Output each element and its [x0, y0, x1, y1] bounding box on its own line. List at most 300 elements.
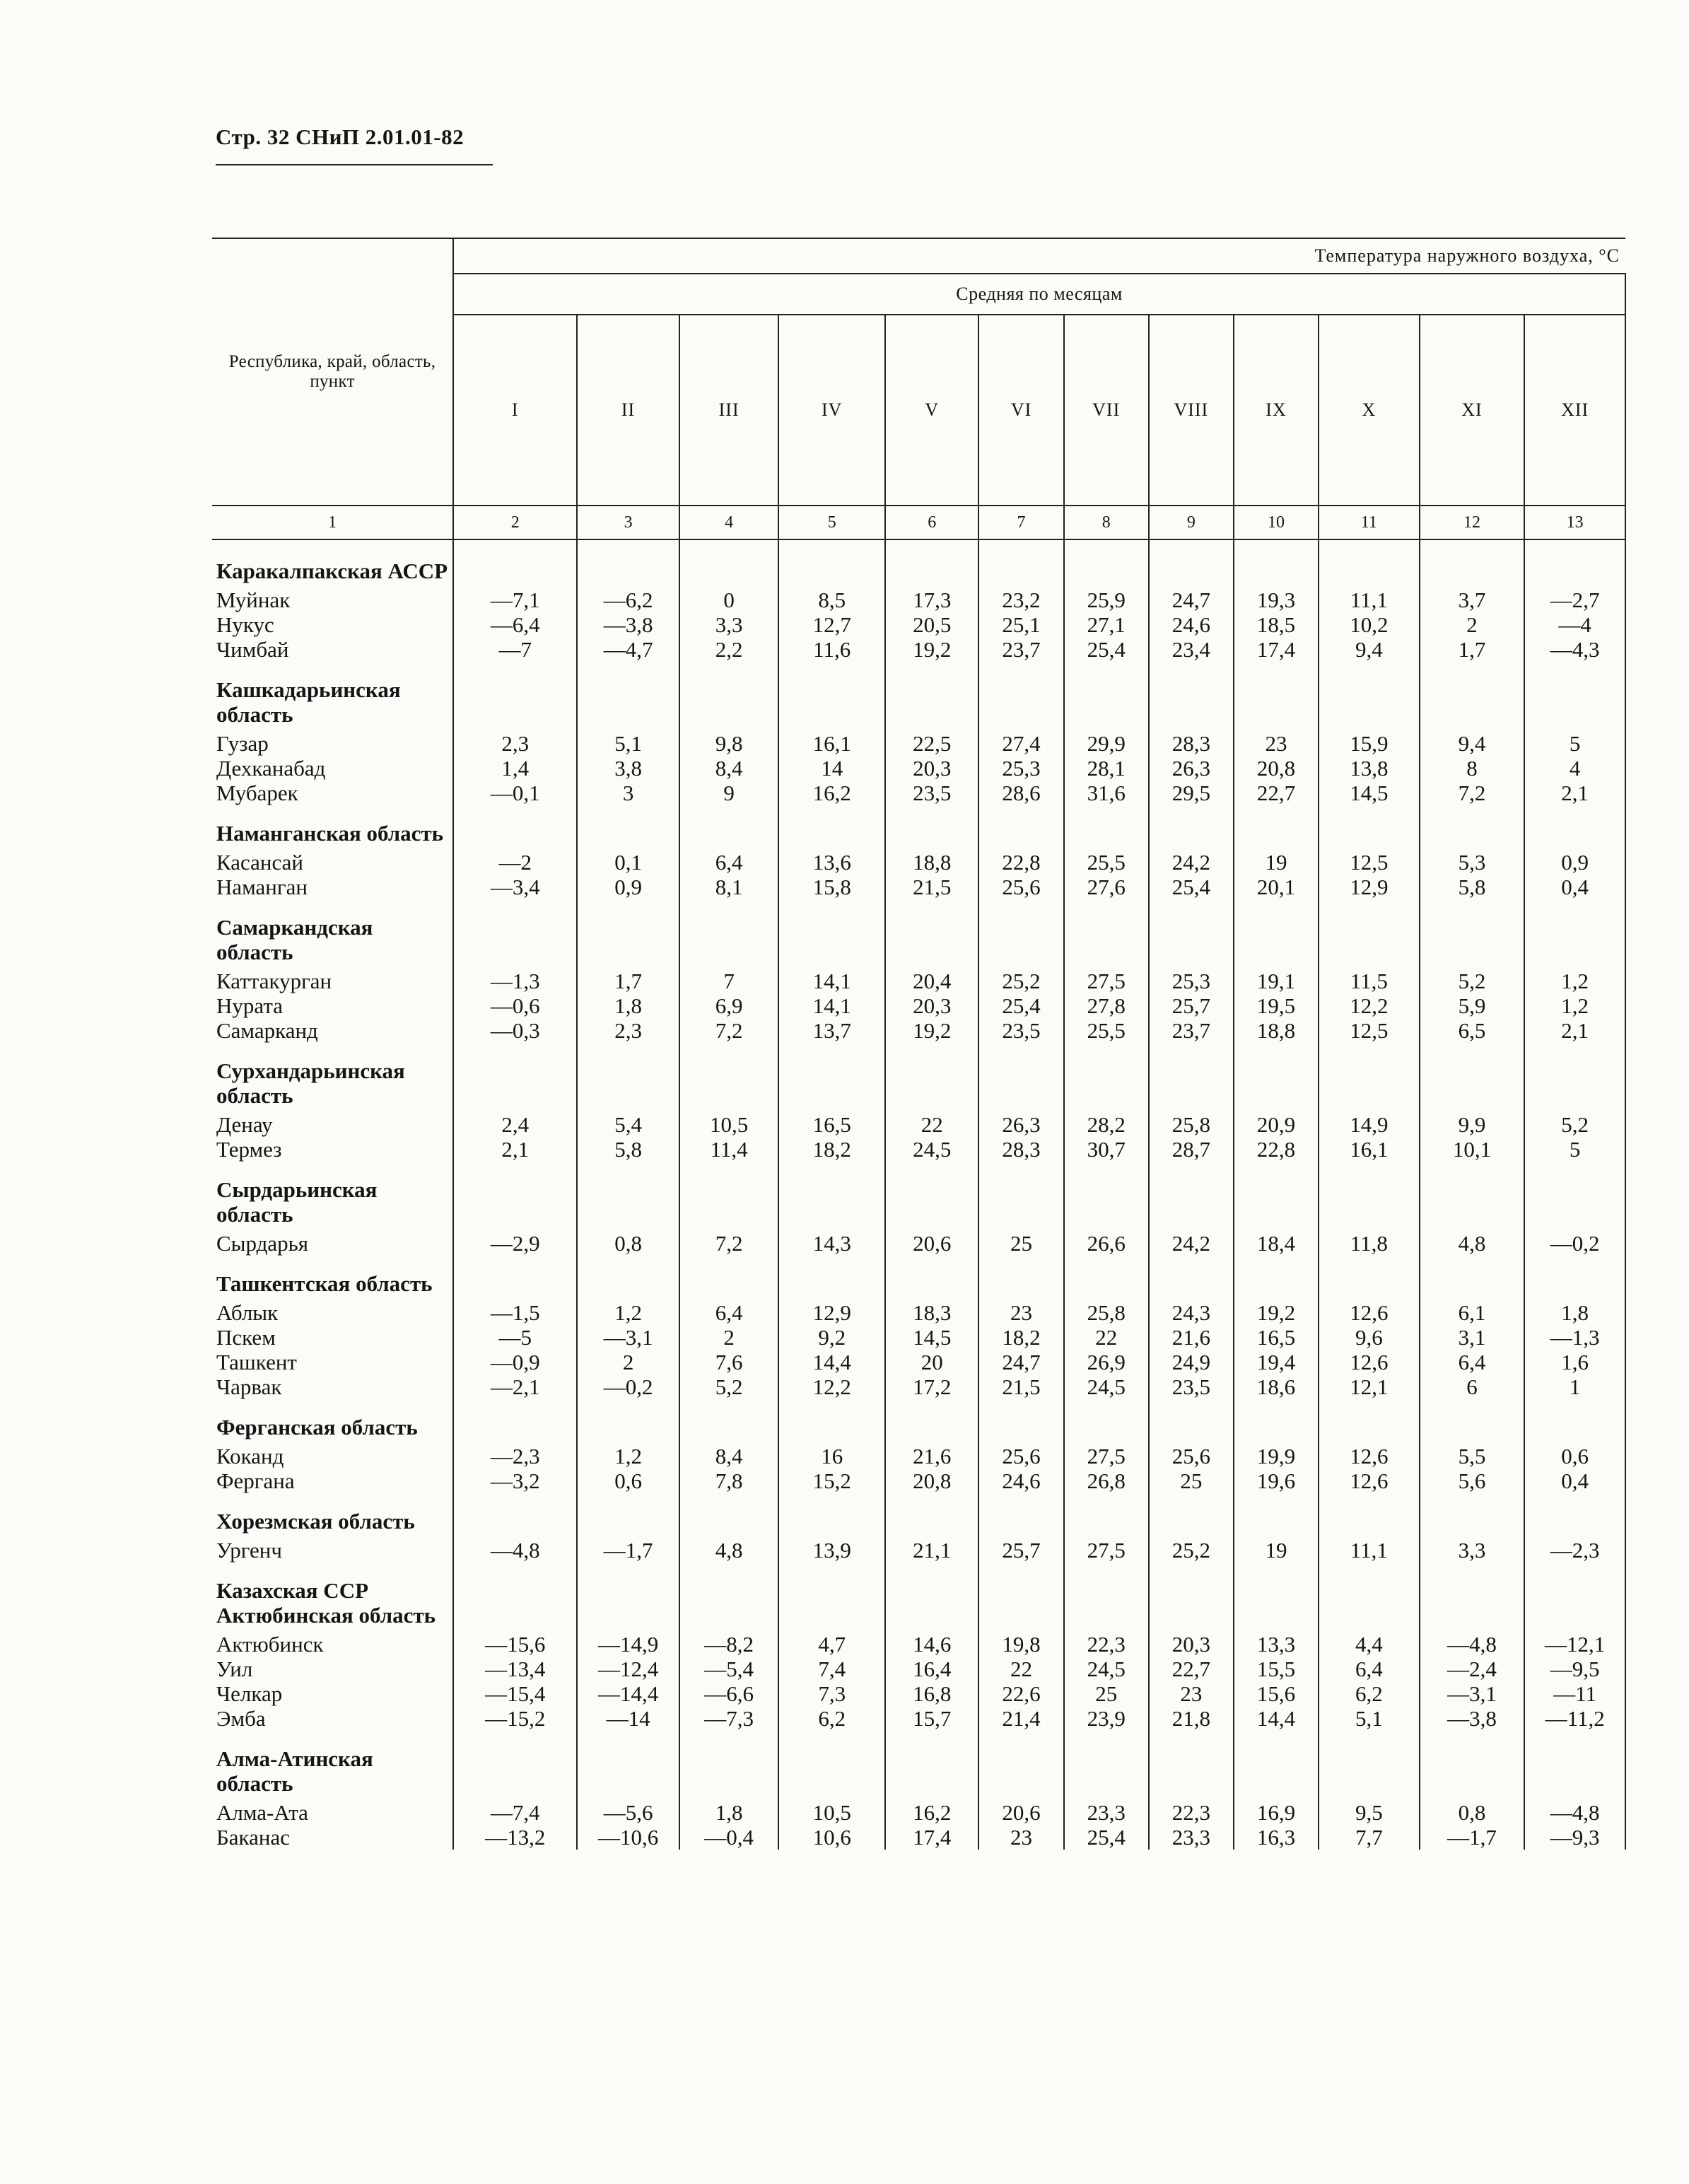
place-name: Термез [212, 1137, 453, 1162]
region-row [212, 1162, 1625, 1231]
temperature-value: 17,2 [885, 1374, 978, 1399]
temperature-value: —1,5 [453, 1300, 577, 1325]
blank-cell [1064, 1563, 1149, 1632]
temperature-value: —5,6 [577, 1800, 679, 1825]
temperature-value: 1,2 [577, 1300, 679, 1325]
blank-cell [679, 1493, 779, 1538]
blank-cell [978, 1399, 1063, 1444]
temperature-value: 5,2 [679, 1374, 779, 1399]
temperature-value: 18,2 [978, 1325, 1063, 1350]
temperature-value: 11,1 [1319, 1538, 1420, 1563]
temperature-value: 1,6 [1524, 1350, 1625, 1374]
temperature-value: 28,1 [1064, 756, 1149, 781]
temperature-value: —7,1 [453, 588, 577, 612]
blank-cell [778, 1399, 885, 1444]
column-number: 13 [1524, 506, 1625, 539]
temperature-value: 16,5 [1234, 1325, 1319, 1350]
temperature-value: —2,3 [453, 1444, 577, 1468]
column-number: 5 [778, 506, 885, 539]
column-number: 6 [885, 506, 978, 539]
place-name: Нурата [212, 993, 453, 1018]
temperature-value: 13,6 [778, 850, 885, 875]
temperature-value: 21,4 [978, 1706, 1063, 1731]
temperature-value: 27,5 [1064, 1444, 1149, 1468]
blank-cell [978, 1731, 1063, 1800]
temperature-value: 23,2 [978, 588, 1063, 612]
blank-cell [1234, 1563, 1319, 1632]
temperature-value: 7,7 [1319, 1825, 1420, 1850]
month-header: VII [1064, 315, 1149, 506]
temperature-value: 14,1 [778, 993, 885, 1018]
temperature-value: 19,6 [1234, 1468, 1319, 1493]
temperature-value: 27,5 [1064, 1538, 1149, 1563]
temperature-value: —10,6 [577, 1825, 679, 1850]
temperature-value: —0,9 [453, 1350, 577, 1374]
region-row [212, 1731, 1625, 1800]
month-header: VIII [1149, 315, 1234, 506]
blank-cell [577, 1731, 679, 1800]
temperature-value: —13,2 [453, 1825, 577, 1850]
temperature-value: 23,7 [978, 637, 1063, 662]
temperature-value: 30,7 [1064, 1137, 1149, 1162]
column-number: 12 [1420, 506, 1525, 539]
temperature-value: 26,6 [1064, 1231, 1149, 1256]
blank-cell [885, 1162, 978, 1231]
temperature-value: —0,3 [453, 1018, 577, 1043]
temperature-value: —15,4 [453, 1681, 577, 1706]
place-name: Муйнак [212, 588, 453, 612]
region-row [212, 1256, 1625, 1300]
blank-cell [679, 1563, 779, 1632]
temperature-value: —9,5 [1524, 1657, 1625, 1681]
temperature-value: 19,3 [1234, 588, 1319, 612]
blank-cell [1149, 1563, 1234, 1632]
blank-cell [885, 1563, 978, 1632]
temperature-value: 18,8 [885, 850, 978, 875]
temperature-value: 21,5 [885, 875, 978, 899]
temperature-value: 13,8 [1319, 756, 1420, 781]
temperature-value: —1,7 [1420, 1825, 1525, 1850]
blank-cell [679, 805, 779, 850]
temperature-value: 5,8 [577, 1137, 679, 1162]
temperature-value: 2 [577, 1350, 679, 1374]
blank-cell [1420, 662, 1525, 731]
blank-cell [1319, 539, 1420, 588]
temperature-value: 25,6 [978, 875, 1063, 899]
blank-cell [778, 662, 885, 731]
blank-cell [1420, 1563, 1525, 1632]
temperature-value: 2,2 [679, 637, 779, 662]
temperature-value: 22 [885, 1112, 978, 1137]
column-number: 3 [577, 506, 679, 539]
temperature-value: 12,9 [778, 1300, 885, 1325]
blank-cell [453, 1256, 577, 1300]
place-name: Ургенч [212, 1538, 453, 1563]
table-row [212, 875, 1625, 899]
region-name: Ферганская область [212, 1399, 453, 1444]
temperature-value: 19,5 [1234, 993, 1319, 1018]
temperature-value: 26,8 [1064, 1468, 1149, 1493]
table-row [212, 1444, 1625, 1468]
temperature-value: 24,3 [1149, 1300, 1234, 1325]
blank-cell [1319, 1493, 1420, 1538]
temperature-value: 13,3 [1234, 1632, 1319, 1657]
temperature-value: 26,9 [1064, 1350, 1149, 1374]
temperature-value: 15,7 [885, 1706, 978, 1731]
temperature-value: 4 [1524, 756, 1625, 781]
group-header: Температура наружного воздуха, °С [453, 238, 1625, 274]
blank-cell [1234, 1162, 1319, 1231]
temperature-value: —2,9 [453, 1231, 577, 1256]
temperature-value: 10,2 [1319, 612, 1420, 637]
temperature-value: 23,3 [1149, 1825, 1234, 1850]
place-name: Челкар [212, 1681, 453, 1706]
place-name: Чимбай [212, 637, 453, 662]
place-name: Чарвак [212, 1374, 453, 1399]
temperature-value: —1,3 [1524, 1325, 1625, 1350]
temperature-value: 0,8 [577, 1231, 679, 1256]
place-name: Гузар [212, 731, 453, 756]
blank-cell [577, 1162, 679, 1231]
temperature-value: 25,9 [1064, 588, 1149, 612]
temperature-value: —6,4 [453, 612, 577, 637]
temperature-value: 8,4 [679, 756, 779, 781]
blank-cell [1149, 1043, 1234, 1112]
temperature-value: 18,4 [1234, 1231, 1319, 1256]
blank-cell [1420, 805, 1525, 850]
temperature-value: —0,2 [577, 1374, 679, 1399]
region-row [212, 1493, 1625, 1538]
temperature-value: 25,4 [1064, 1825, 1149, 1850]
temperature-value: 10,5 [778, 1800, 885, 1825]
temperature-value: 5 [1524, 1137, 1625, 1162]
temperature-value: 6,9 [679, 993, 779, 1018]
table-row [212, 612, 1625, 637]
table-row [212, 1657, 1625, 1681]
temperature-value: 22,3 [1149, 1800, 1234, 1825]
table-row [212, 1300, 1625, 1325]
temperature-value: 23,4 [1149, 637, 1234, 662]
temperature-value: 12,5 [1319, 850, 1420, 875]
temperature-value: 28,3 [1149, 731, 1234, 756]
temperature-value: 6,4 [679, 850, 779, 875]
temperature-value: 9,8 [679, 731, 779, 756]
temperature-value: 22 [978, 1657, 1063, 1681]
blank-cell [778, 1493, 885, 1538]
temperature-value: 1,2 [577, 1444, 679, 1468]
blank-cell [577, 1399, 679, 1444]
temperature-value: 4,4 [1319, 1632, 1420, 1657]
temperature-value: 21,6 [885, 1444, 978, 1468]
temperature-value: —7,4 [453, 1800, 577, 1825]
temperature-value: 17,3 [885, 588, 978, 612]
blank-cell [885, 539, 978, 588]
temperature-value: 16,9 [1234, 1800, 1319, 1825]
blank-cell [1234, 1731, 1319, 1800]
temperature-value: —2,1 [453, 1374, 577, 1399]
temperature-value: —0,6 [453, 993, 577, 1018]
blank-cell [1420, 899, 1525, 969]
temperature-value: —8,2 [679, 1632, 779, 1657]
temperature-value: 16,1 [778, 731, 885, 756]
temperature-value: 20,5 [885, 612, 978, 637]
temperature-value: 1,4 [453, 756, 577, 781]
blank-cell [1064, 805, 1149, 850]
temperature-value: 5,9 [1420, 993, 1525, 1018]
place-name: Ташкент [212, 1350, 453, 1374]
temperature-value: 6,4 [679, 1300, 779, 1325]
place-name: Каттакурган [212, 969, 453, 993]
blank-cell [778, 1563, 885, 1632]
temperature-value: 19,2 [885, 637, 978, 662]
month-header: XII [1524, 315, 1625, 506]
temperature-value: 2,1 [1524, 1018, 1625, 1043]
blank-cell [1524, 899, 1625, 969]
place-name: Коканд [212, 1444, 453, 1468]
temperature-value: —9,3 [1524, 1825, 1625, 1850]
table-row [212, 1137, 1625, 1162]
temperature-value: —2 [453, 850, 577, 875]
month-header: XI [1420, 315, 1525, 506]
table-row [212, 1112, 1625, 1137]
temperature-value: 5,6 [1420, 1468, 1525, 1493]
blank-cell [679, 662, 779, 731]
region-name: Казахская ССР Актюбинская область [212, 1563, 453, 1632]
temperature-value: 16 [778, 1444, 885, 1468]
temperature-value: 22,8 [978, 850, 1063, 875]
blank-cell [453, 1162, 577, 1231]
blank-cell [1524, 1043, 1625, 1112]
blank-cell [1234, 805, 1319, 850]
temperature-value: 20,4 [885, 969, 978, 993]
climate-table [212, 238, 1626, 1850]
blank-cell [885, 1043, 978, 1112]
blank-cell [1149, 1493, 1234, 1538]
temperature-value: 9 [679, 781, 779, 805]
temperature-value: 23,5 [885, 781, 978, 805]
blank-cell [1149, 1162, 1234, 1231]
temperature-value: 18,3 [885, 1300, 978, 1325]
temperature-value: 20,3 [1149, 1632, 1234, 1657]
temperature-value: 16,2 [885, 1800, 978, 1825]
temperature-value: 27,4 [978, 731, 1063, 756]
temperature-value: 20,9 [1234, 1112, 1319, 1137]
temperature-value: 9,4 [1319, 637, 1420, 662]
temperature-value: 24,6 [1149, 612, 1234, 637]
blank-cell [978, 1493, 1063, 1538]
temperature-value: —6,2 [577, 588, 679, 612]
temperature-value: 25,3 [1149, 969, 1234, 993]
blank-cell [1234, 1256, 1319, 1300]
blank-cell [1524, 805, 1625, 850]
blank-cell [679, 899, 779, 969]
temperature-value: 8,1 [679, 875, 779, 899]
temperature-value: 4,8 [1420, 1231, 1525, 1256]
temperature-value: 22,8 [1234, 1137, 1319, 1162]
temperature-value: 2,1 [453, 1137, 577, 1162]
temperature-value: 15,9 [1319, 731, 1420, 756]
temperature-value: 16,3 [1234, 1825, 1319, 1850]
temperature-value: 25,5 [1064, 1018, 1149, 1043]
temperature-value: 12,6 [1319, 1468, 1420, 1493]
temperature-value: 22,5 [885, 731, 978, 756]
blank-cell [1524, 1493, 1625, 1538]
temperature-value: 24,7 [978, 1350, 1063, 1374]
temperature-value: 23,9 [1064, 1706, 1149, 1731]
temperature-value: 7,2 [679, 1018, 779, 1043]
table-row [212, 731, 1625, 756]
temperature-value: 21,1 [885, 1538, 978, 1563]
temperature-value: —3,4 [453, 875, 577, 899]
temperature-value: 3,3 [1420, 1538, 1525, 1563]
temperature-value: 28,3 [978, 1137, 1063, 1162]
temperature-value: 15,8 [778, 875, 885, 899]
temperature-value: 0,4 [1524, 875, 1625, 899]
temperature-value: 9,9 [1420, 1112, 1525, 1137]
month-header: III [679, 315, 779, 506]
temperature-value: 24,2 [1149, 850, 1234, 875]
temperature-value: 16,2 [778, 781, 885, 805]
blank-cell [1524, 1563, 1625, 1632]
temperature-value: 27,8 [1064, 993, 1149, 1018]
temperature-value: 3 [577, 781, 679, 805]
temperature-value: 20,6 [885, 1231, 978, 1256]
temperature-value: —12,4 [577, 1657, 679, 1681]
temperature-value: 2,1 [1524, 781, 1625, 805]
temperature-value: —14 [577, 1706, 679, 1731]
blank-cell [1149, 1399, 1234, 1444]
region-name: Кашкадарьинская область [212, 662, 453, 731]
temperature-value: 23 [978, 1825, 1063, 1850]
temperature-value: 5,1 [1319, 1706, 1420, 1731]
temperature-value: 14,6 [885, 1632, 978, 1657]
temperature-value: 14,3 [778, 1231, 885, 1256]
temperature-value: 24,2 [1149, 1231, 1234, 1256]
blank-cell [679, 1399, 779, 1444]
temperature-value: —2,7 [1524, 588, 1625, 612]
temperature-value: 15,5 [1234, 1657, 1319, 1681]
blank-cell [1420, 1493, 1525, 1538]
blank-cell [453, 1493, 577, 1538]
temperature-value: 22,6 [978, 1681, 1063, 1706]
temperature-value: 24,6 [978, 1468, 1063, 1493]
temperature-value: 9,2 [778, 1325, 885, 1350]
blank-cell [577, 1563, 679, 1632]
temperature-value: 18,8 [1234, 1018, 1319, 1043]
table-row [212, 993, 1625, 1018]
blank-cell [1064, 1256, 1149, 1300]
blank-cell [679, 1256, 779, 1300]
blank-cell [1064, 899, 1149, 969]
table-row [212, 637, 1625, 662]
blank-cell [778, 1256, 885, 1300]
blank-cell [1524, 662, 1625, 731]
blank-cell [577, 1043, 679, 1112]
temperature-value: —5,4 [679, 1657, 779, 1681]
place-name: Уил [212, 1657, 453, 1681]
temperature-value: 24,5 [1064, 1374, 1149, 1399]
place-name: Мубарек [212, 781, 453, 805]
temperature-value: —0,2 [1524, 1231, 1625, 1256]
blank-cell [778, 1162, 885, 1231]
temperature-value: 26,3 [978, 1112, 1063, 1137]
temperature-value: 20,8 [1234, 756, 1319, 781]
month-header: I [453, 315, 577, 506]
temperature-value: 5,8 [1420, 875, 1525, 899]
blank-cell [778, 805, 885, 850]
temperature-value: 21,8 [1149, 1706, 1234, 1731]
temperature-value: 12,9 [1319, 875, 1420, 899]
temperature-value: 1,2 [1524, 993, 1625, 1018]
blank-cell [1524, 1256, 1625, 1300]
temperature-value: 22,7 [1149, 1657, 1234, 1681]
temperature-value: 18,2 [778, 1137, 885, 1162]
temperature-value: 20,1 [1234, 875, 1319, 899]
blank-cell [1064, 539, 1149, 588]
blank-cell [1524, 1162, 1625, 1231]
temperature-value: 20,3 [885, 756, 978, 781]
blank-cell [679, 1162, 779, 1231]
blank-cell [1149, 805, 1234, 850]
place-name: Фергана [212, 1468, 453, 1493]
blank-cell [577, 662, 679, 731]
place-name: Денау [212, 1112, 453, 1137]
temperature-value: 3,7 [1420, 588, 1525, 612]
temperature-value: 5,2 [1420, 969, 1525, 993]
temperature-value: 24,5 [1064, 1657, 1149, 1681]
temperature-value: 23,3 [1064, 1800, 1149, 1825]
blank-cell [453, 662, 577, 731]
temperature-value: 8,4 [679, 1444, 779, 1468]
temperature-value: —4,8 [453, 1538, 577, 1563]
place-name: Аблык [212, 1300, 453, 1325]
temperature-value: 24,9 [1149, 1350, 1234, 1374]
place-name: Самарканд [212, 1018, 453, 1043]
table-row [212, 588, 1625, 612]
blank-cell [885, 805, 978, 850]
region-name: Каракалпакская АССР [212, 539, 453, 588]
blank-cell [453, 539, 577, 588]
temperature-value: 31,6 [1064, 781, 1149, 805]
blank-cell [1420, 1043, 1525, 1112]
region-name: Хорезмская область [212, 1493, 453, 1538]
blank-cell [1524, 1731, 1625, 1800]
temperature-value: 25,3 [978, 756, 1063, 781]
blank-cell [1234, 539, 1319, 588]
table-row [212, 1468, 1625, 1493]
temperature-value: 23 [1149, 1681, 1234, 1706]
region-row [212, 1043, 1625, 1112]
region-row [212, 805, 1625, 850]
temperature-value: 1 [1524, 1374, 1625, 1399]
temperature-value: 22 [1064, 1325, 1149, 1350]
temperature-value: —7 [453, 637, 577, 662]
header-rule [216, 164, 493, 165]
temperature-value: 23,5 [1149, 1374, 1234, 1399]
blank-cell [577, 805, 679, 850]
blank-cell [1064, 1493, 1149, 1538]
blank-cell [577, 1493, 679, 1538]
temperature-value: 1,7 [577, 969, 679, 993]
blank-cell [1064, 662, 1149, 731]
temperature-value: 25,4 [978, 993, 1063, 1018]
blank-cell [885, 899, 978, 969]
blank-cell [1524, 1399, 1625, 1444]
table-row [212, 1350, 1625, 1374]
column-number: 9 [1149, 506, 1234, 539]
temperature-value: 12,1 [1319, 1374, 1420, 1399]
temperature-value: —11 [1524, 1681, 1625, 1706]
